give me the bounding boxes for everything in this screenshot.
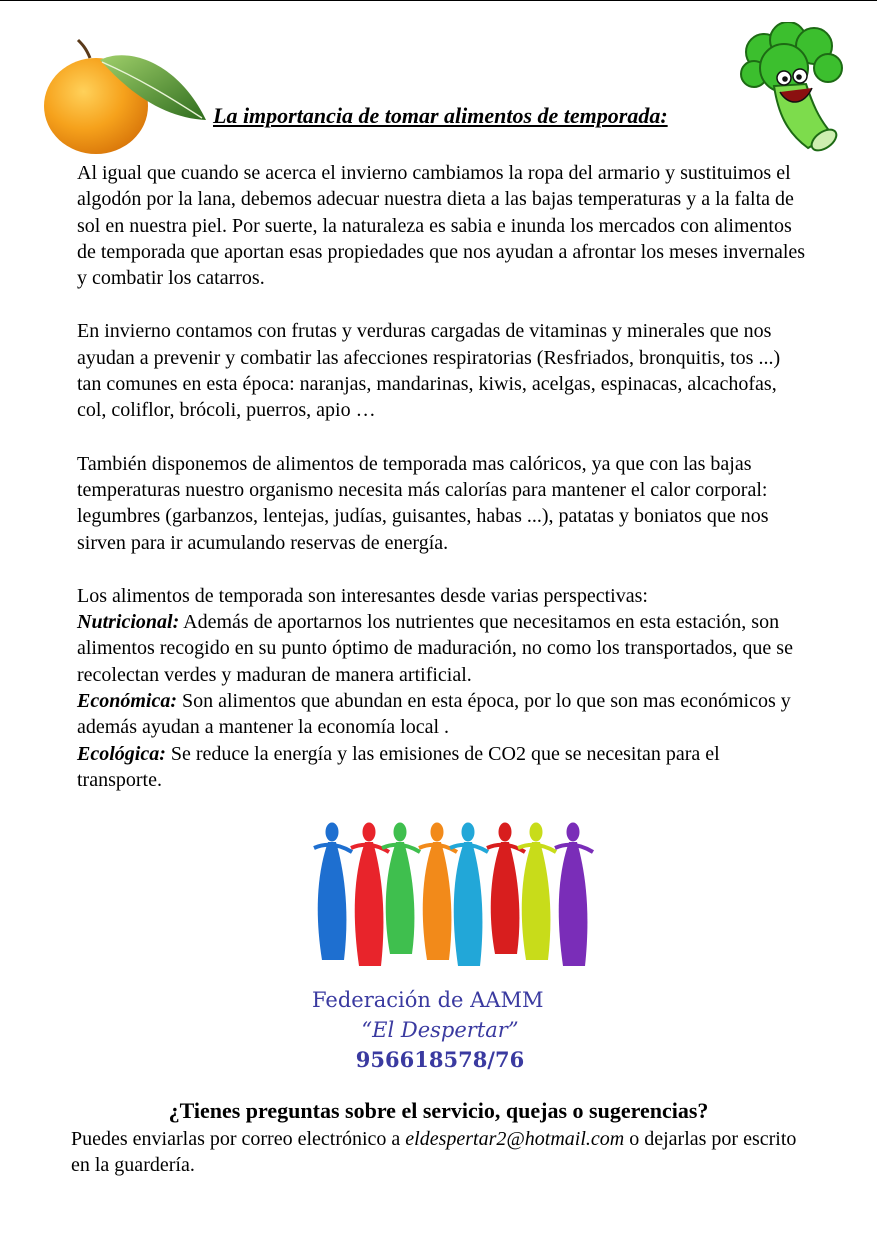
article-body: [77, 160, 807, 793]
email-link[interactable]: eldespertar2@hotmail.com: [405, 1128, 625, 1150]
perspective-text: Además de aportarnos los nutrientes que necesitamos en esta estación, son alimentos recogido en su punto óptimo de maduración, no como los transportados, que se recolectan verdes y maduran de manera artificial.: [77, 611, 793, 686]
feedback-question: ¿Tienes preguntas sobre el servicio, quejas o sugerencias?: [168, 1098, 709, 1123]
dancing-figure: [555, 823, 593, 966]
contact-text: [71, 1126, 811, 1178]
perspective-label: Nutricional:: [77, 611, 180, 634]
dancing-figure: [518, 823, 556, 960]
dancing-figure: [419, 823, 457, 960]
perspective-nutritional: [77, 609, 807, 688]
federation-block: [265, 985, 615, 1075]
paragraph-caloric-foods: También disponemos de alimentos de temporada mas calóricos, ya que con las bajas temperaturas nuestro organismo necesita más calorías para mantener el calor corporal: legumbres (garbanzos, lentejas, judías, guisantes, habas ...), patatas y boniatos que nos sirven para ir acumulando reservas de energía.: [77, 452, 769, 554]
perspective-label: Ecológica:: [77, 742, 166, 765]
federation-name: Federación de AAMM: [312, 988, 544, 1012]
top-border-line: [0, 0, 877, 1]
perspectives-intro: Los alimentos de temporada son interesantes desde varias perspectivas:: [77, 584, 648, 607]
federation-logo-figures: [310, 820, 602, 972]
contact-after: o dejarlas por escrito en la guardería.: [71, 1128, 797, 1176]
contact-before: Puedes enviarlas por correo electrónico a: [71, 1128, 406, 1150]
federation-phone: 956618578/76: [355, 1047, 525, 1072]
page-title: La importancia de tomar alimentos de temporada:: [213, 103, 668, 128]
orange-fruit-image: [38, 38, 210, 156]
perspective-ecological: [77, 741, 807, 794]
dancing-figure: [382, 823, 420, 954]
perspective-label: Económica:: [77, 690, 177, 713]
paragraph-winter-produce: En invierno contamos con frutas y verduras cargadas de vitaminas y minerales que nos ayudan a prevenir y combatir las afecciones respiratorias (Resfriados, bronquitis, tos ...) tan comunes en esta época: naranjas, mandarinas, kiwis, acelgas, espinacas, alcachofas, col, coliflor, brócoli, puerros, apio …: [77, 320, 781, 422]
dancing-figure: [314, 823, 352, 960]
perspective-economic: [77, 688, 807, 741]
perspective-text: Son alimentos que abundan en esta época, por lo que son mas económicos y además ayudan a mantener la economía local .: [77, 690, 791, 739]
dancing-figure: [450, 823, 488, 966]
dancing-figure: [351, 823, 389, 966]
federation-motto: “El Despertar”: [361, 1018, 519, 1042]
broccoli-cartoon-image: [740, 22, 844, 152]
perspective-text: Se reduce la energía y las emisiones de CO2 que se necesitan para el transporte.: [77, 742, 720, 791]
paragraph-intro: Al igual que cuando se acerca el invierno cambiamos la ropa del armario y sustituimos el algodón por la lana, debemos adecuar nuestra dieta a las bajas temperaturas y a la falta de sol en nuestra piel. Por suerte, la naturaleza es sabia e inunda los mercados con alimentos de temporada que aportan esas propiedades que nos ayudan a afrontar los meses invernales y combatir los catarros.: [77, 162, 806, 290]
dancing-figure: [487, 823, 525, 954]
